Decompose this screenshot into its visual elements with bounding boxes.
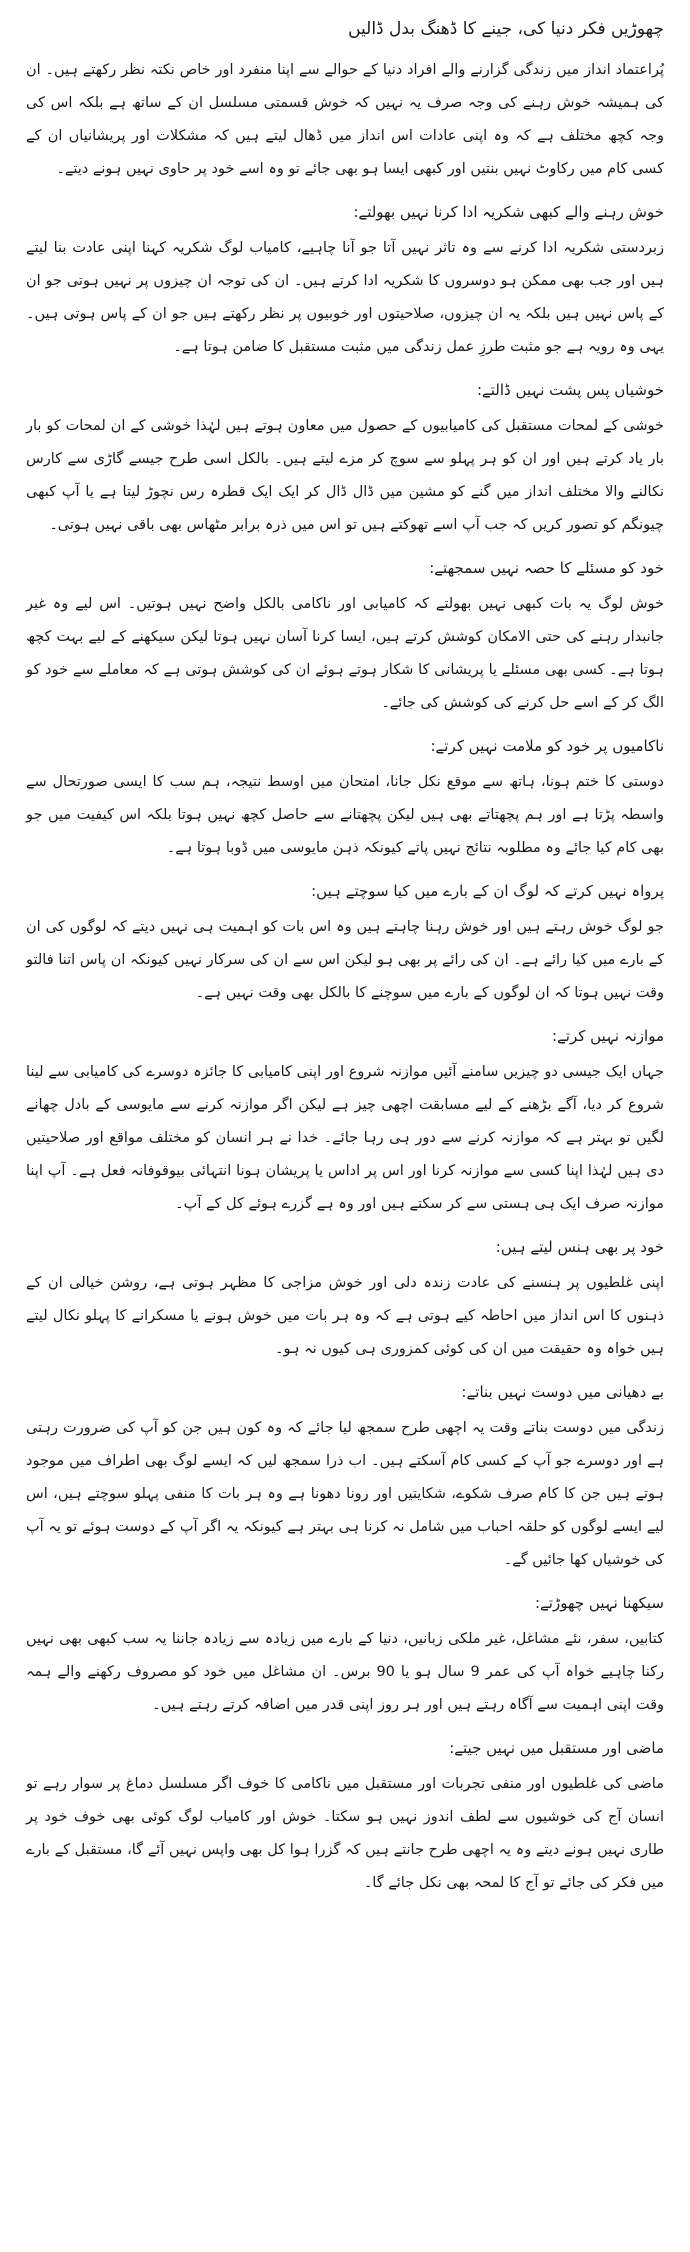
section-heading: خود پر بھی ہنس لیتے ہیں: <box>495 1238 664 1256</box>
section-paragraph: جو لوگ خوش رہتے ہیں اور خوش رہنا چاہتے ہیں وہ اس بات کو اہمیت ہی نہیں دیتے کہ لوگوں کی ان کے بارے میں کیا رائے ہے۔ ان کی رائے پر بھی ہو لیکن اس سے ان کی سرکار نہیں کیونکہ ان پاس اتنا فالتو وقت نہیں ہوتا کہ ان لوگوں کے بارے میں سوچنے کا بالکل بھی وقت نہیں ہے۔ <box>26 919 664 1001</box>
section-others-opinion <box>26 877 664 1010</box>
section-heading: خوشیاں پس پشت نہیں ڈالتے: <box>476 381 664 399</box>
section-live-present <box>26 1734 664 1900</box>
section-paragraph: زندگی میں دوست بناتے وقت یہ اچھی طرح سمجھ لیا جائے کہ وہ کون ہیں جن کو آپ کی ضرورت رہتی ہے اور دوسرے جو آپ کے کسی کام آسکتے ہیں۔ اب ذرا سمجھ لیں کہ ایسے لوگ بھی اطراف میں موجود ہوتے ہیں جن کا کام صرف شکوے، شکایتیں اور رونا دھونا ہے وہ ہر بات کا منفی پہلو سوچتے ہیں، اس لیے ایسے لوگوں کو حلقہ احباب میں شامل نہ کرنا ہی بہتر ہے کیونکہ یہ اگر آپ کے دوست ہوئے تو یہ آپ کی خوشیاں کھا جائیں گے۔ <box>26 1420 664 1568</box>
section-keep-learning <box>26 1589 664 1722</box>
section-paragraph: اپنی غلطیوں پر ہنسنے کی عادت زندہ دلی اور خوش مزاجی کا مظہر ہوتی ہے، روشن خیالی ان کے ذہنوں کا اس انداز میں احاطہ کیے ہوتی ہے کہ وہ ہر بات میں خوش ہونے یا مسکرانے کا پہلو نکال لیتے ہیں خواہ وہ حقیقت میں ان کی کوئی کمزوری ہی کیوں نہ ہو۔ <box>26 1275 664 1357</box>
section-heading: ماضی اور مستقبل میں نہیں جیتے: <box>449 1739 664 1757</box>
section-paragraph: خوشی کے لمحات مستقبل کی کامیابیوں کے حصول میں معاون ہوتے ہیں لہٰذا خوشی کے ان لمحات کو بار بار یاد کرتے ہیں اور ان کو ہر پہلو سے سوچ کر مزے لیتے ہیں۔ بالکل اسی طرح جیسے گاڑی سے کارس نکالنے والا مختلف انداز میں گنے کو مشین میں ڈال ڈال کر ایک ایک قطرہ رس نچوڑ لیتا ہے یا آپ کبھی چیونگم کو تصور کریں کہ جب آپ اسے تھوکتے ہیں تو اس میں ذرہ برابر مٹھاس بھی باقی نہیں ہوتی۔ <box>26 418 664 533</box>
section-not-part-of-problem <box>26 554 664 720</box>
section-happy-moments <box>26 376 664 542</box>
section-heading: موازنہ نہیں کرتے: <box>551 1027 664 1045</box>
section-heading: بے دھیانی میں دوست نہیں بناتے: <box>461 1383 664 1401</box>
section-heading: خوش رہنے والے کبھی شکریہ ادا کرنا نہیں بھولتے: <box>353 203 664 221</box>
article-title: چھوڑیں فکر دنیا کی، جینے کا ڈھنگ بدل ڈالیں <box>348 19 664 39</box>
section-no-self-blame <box>26 732 664 865</box>
section-laugh-at-self <box>26 1233 664 1366</box>
section-paragraph: ماضی کی غلطیوں اور منفی تجربات اور مستقبل میں ناکامی کا خوف اگر مسلسل دماغ پر سوار رہے تو انسان آج کی خوشیوں سے لطف اندوز نہیں ہو سکتا۔ خوش اور کامیاب لوگ کوئی بھی خوف خود پر طاری نہیں ہونے دیتے وہ یہ اچھی طرح جانتے ہیں کہ گزرا ہوا کل بھی واپس نہیں آئے گا، مستقبل کے بارے میں فکر کی جائے تو آج کا لمحہ بھی نکل جائے گا۔ <box>26 1776 664 1891</box>
section-no-comparison <box>26 1022 664 1221</box>
section-gratitude <box>26 198 664 364</box>
section-paragraph: خوش لوگ یہ بات کبھی نہیں بھولتے کہ کامیابی اور ناکامی بالکل واضح نہیں ہوتیں۔ اس لیے وہ غیر جانبدار رہنے کی حتی الامکان کوشش کرتے ہیں، ایسا کرنا آسان نہیں ہوتا لیکن سیکھنے کے لیے بہت کچھ ہوتا ہے۔ کسی بھی مسئلے یا پریشانی کا شکار ہوتے ہوئے ان کی کوشش ہوتی ہے کہ معاملے سے خود کو الگ کر کے اسے حل کرنے کی کوشش کی جائے۔ <box>26 596 664 711</box>
section-paragraph: کتابیں، سفر، نئے مشاغل، غیر ملکی زبانیں، دنیا کے بارے میں زیادہ سے زیادہ جاننا یہ سب کبھی بھی نہیں رکنا چاہیے خواہ آپ کی عمر 9 سال ہو یا 90 برس۔ ان مشاغل میں خود کو مصروف رکھنے والے ہمہ وقت اپنی اہمیت سے آگاہ رہتے ہیں اور ہر روز اپنی قدر میں اضافہ کرتے رہتے ہیں۔ <box>26 1631 664 1713</box>
section-heading: سیکھنا نہیں چھوڑتے: <box>534 1594 664 1612</box>
section-paragraph: جہاں ایک جیسی دو چیزیں سامنے آئیں موازنہ شروع اور اپنی کامیابی کا جائزہ دوسرے کی کامیابی سے لینا شروع کر دیا، آگے بڑھنے کے لیے مسابقت اچھی چیز ہے لیکن اگر موازنہ کرنے سے مایوسی کے بادل چھانے لگیں تو بہتر ہے کہ موازنہ کرنے سے دور ہی رہا جائے۔ خدا نے ہر انسان کو مختلف مواقع اور صلاحیتیں دی ہیں لہٰذا اپنا کسی سے موازنہ کرنا اور اس پر اداس یا پریشان ہونا انتہائی بیوقوفانہ فعل ہے۔ آپ اپنا موازنہ صرف ایک ہی ہستی سے کر سکتے ہیں اور وہ ہے گزرے ہوئے کل کے آپ۔ <box>26 1064 664 1212</box>
section-heading: ناکامیوں پر خود کو ملامت نہیں کرتے: <box>430 737 664 755</box>
section-paragraph: زبردستی شکریہ ادا کرنے سے وہ تاثر نہیں آتا جو آنا چاہیے، کامیاب لوگ شکریہ کہنا اپنی عادت بنا لیتے ہیں اور جب بھی ممکن ہو دوسروں کا شکریہ ادا کرتے ہیں۔ ان کی توجہ ان چیزوں پر نہیں ہوتی جو ان کے پاس نہیں ہیں بلکہ یہ ان چیزوں، صلاحیتوں اور خوبیوں پر نظر رکھتے ہیں جو ان کے پاس ہوتی ہیں۔ یہی وہ رویہ ہے جو مثبت طرزِ عمل زندگی میں مثبت مستقبل کا ضامن ہوتا ہے۔ <box>26 240 664 355</box>
section-choose-friends <box>26 1378 664 1577</box>
intro-paragraph: پُراعتماد انداز میں زندگی گزارنے والے افراد دنیا کے حوالے سے اپنا منفرد اور خاص نکتہ نظر رکھتے ہیں۔ ان کی ہمیشہ خوش رہنے کی وجہ صرف یہ نہیں کہ خوش قسمتی مسلسل ان کے ساتھ ہے بلکہ اس کی وجہ کچھ مختلف ہے کہ وہ اپنی عادات اس انداز میں ڈھال لیتے ہیں کہ مشکلات اور پریشانیاں ان کے کسی کام میں رکاوٹ نہیں بنتیں اور کبھی ایسا ہو بھی جائے تو وہ اسے خود پر حاوی نہیں ہونے دیتے۔ <box>26 62 664 177</box>
section-paragraph: دوستی کا ختم ہونا، ہاتھ سے موقع نکل جانا، امتحان میں اوسط نتیجہ، ہم سب کا ایسی صورتحال سے واسطہ پڑتا ہے اور ہم پچھتاتے بھی ہیں لیکن پچھتانے سے حاصل کچھ نہیں ہوتا بلکہ اس کیفیت میں جو بھی کام کیا جائے وہ مطلوبہ نتائج نہیں پاتے کیونکہ ذہن مایوسی میں ڈوبا ہوتا ہے۔ <box>26 774 664 856</box>
section-heading: خود کو مسئلے کا حصہ نہیں سمجھتے: <box>429 559 664 577</box>
section-heading: پرواہ نہیں کرتے کہ لوگ ان کے بارے میں کیا سوچتے ہیں: <box>311 882 664 900</box>
